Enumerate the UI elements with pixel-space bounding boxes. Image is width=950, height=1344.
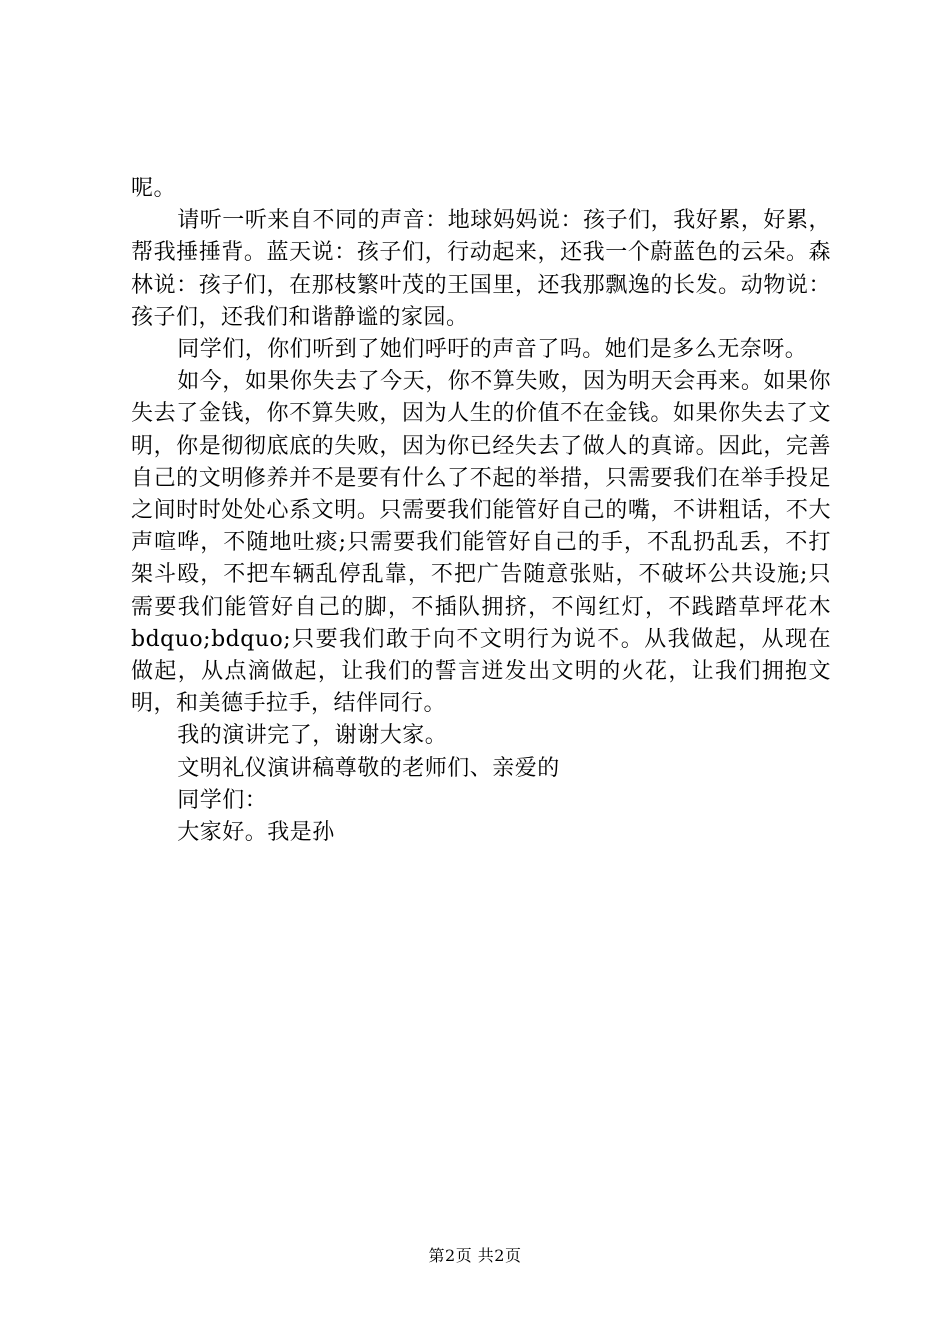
- page-number: 第2页 共2页: [428, 1246, 522, 1265]
- paragraph-civility: 如今，如果你失去了今天，你不算失败，因为明天会再来。如果你失去了金钱，你不算失败，因为人生的价值不在金钱。如果你失去了文明，你是彻彻底底的失败，因为你已经失去了做人的真谛。因此，完善自己的文明修养并不是要有什么了不起的举措，只需要我们在举手投足之间时时处处心系文明。只需要我们能管好自己的嘴，不讲粗话，不大声喧哗，不随地吐痰;只需要我们能管好自己的手，不乱扔乱丢，不打架斗殴，不把车辆乱停乱靠，不把广告随意张贴，不破坏公共设施;只需要我们能管好自己的脚，不插队拥挤，不闯红灯，不践踏草坪花木 bdquo;bdquo;只要我们敢于向不文明行为说不。从我做起，从现在做起，从点滴做起，让我们的誓言迸发出文明的火花，让我们拥抱文明，和美德手拉手，结伴同行。: [131, 369, 831, 717]
- paragraph-continuation: 呢。: [131, 176, 177, 201]
- paragraph-next-title: 文明礼仪演讲稿尊敬的老师们、亲爱的: [177, 755, 560, 781]
- paragraph-salutation: 同学们：: [177, 787, 268, 813]
- page-footer: [0, 1243, 950, 1266]
- paragraph-greeting: 大家好。我是孙: [177, 820, 335, 846]
- document-body: [131, 173, 831, 849]
- paragraph-voices: 请听一听来自不同的声音：地球妈妈说：孩子们，我好累，好累，帮我捶捶背。蓝天说：孩子们，行动起来，还我一个蔚蓝色的云朵。森林说：孩子们，在那枝繁叶茂的王国里，还我那飘逸的长发。动物说：孩子们，还我们和谐静谧的家园。: [131, 208, 831, 330]
- paragraph-classmates-question: 同学们，你们听到了她们呼吁的声音了吗。她们是多么无奈呀。: [177, 337, 808, 363]
- paragraph-closing: 我的演讲完了，谢谢大家。: [177, 723, 448, 749]
